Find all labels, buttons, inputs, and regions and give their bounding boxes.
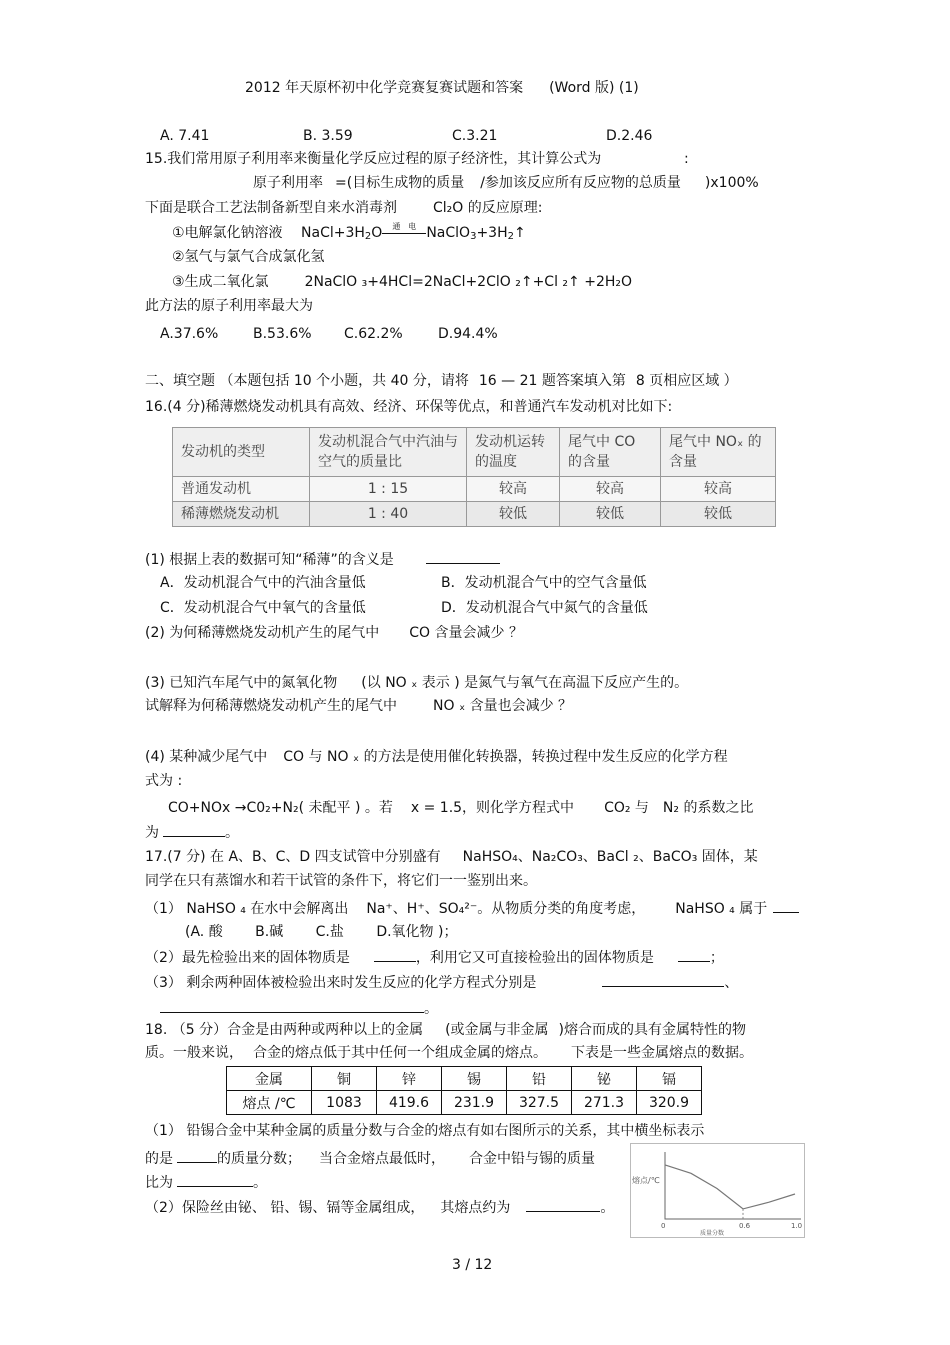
q18-stem: 18. （5 分）合金是由两种或两种以上的金属 (或金属与非金属 )熔合而成的具有金属特性的物 <box>145 1022 747 1038</box>
table-header: 金属 <box>227 1067 312 1091</box>
chart-frame <box>631 1144 805 1238</box>
q15-formula: 原子利用率 =(目标生成物的质量 /参加该反应所有反应物的总质量 )x100% <box>253 175 759 191</box>
q16-equation: CO+NOx →C0₂+N₂( 未配平 ) 。若 x = 1.5，则化学方程式中 CO₂ 与 N₂ 的系数之比 <box>168 800 754 816</box>
table-cell: 稀薄燃烧发动机 <box>173 502 310 527</box>
melting-point-chart <box>630 1143 805 1238</box>
x-tick-label: 0 <box>661 1222 666 1230</box>
table-header: 发动机的类型 <box>173 428 310 477</box>
q17-part1-options: (A. 酸 B.碱 C.盐 D.氧化物 )； <box>185 924 458 940</box>
x-tick-label: 0.6 <box>739 1222 751 1230</box>
q17-stem: 17.(7 分) 在 A、B、C、D 四支试管中分别盛有 NaHSO₄、Na₂CO₃、BaCl ₂、BaCO₃ 固体，某 <box>145 849 758 865</box>
table-row <box>227 1091 702 1115</box>
q17-part3: （3） 剩余两种固体被检验出来时发生反应的化学方程式分别是 、 <box>145 972 738 992</box>
q15-option-a: A.37.6% <box>160 326 219 342</box>
answer-blank[interactable] <box>177 1172 253 1187</box>
q18-part1-ratio: 比为 。 <box>145 1172 267 1192</box>
table-header: 锌 <box>377 1067 442 1091</box>
q18-part1-cont: 的是 的质量分数； 当合金熔点最低时， 合金中铅与锡的质量 <box>145 1148 595 1168</box>
table-header: 镉 <box>637 1067 702 1091</box>
melting-point-table <box>226 1066 702 1115</box>
table-cell: 熔点 /℃ <box>227 1091 312 1115</box>
table-header: 锡 <box>442 1067 507 1091</box>
q16-part4: (4) 某种减少尾气中 CO 与 NO ₓ 的方法是使用催化转换器，转换过程中发生反应的化学方程 <box>145 749 728 765</box>
answer-blank[interactable] <box>526 1197 600 1212</box>
q15-option-b: B.53.6% <box>253 326 312 342</box>
q18-part2: （2）保险丝由铋、 铅、锡、镉等金属组成， 其熔点约为 。 <box>145 1197 614 1217</box>
answer-blank[interactable] <box>374 947 416 962</box>
table-cell: 较低 <box>467 502 560 527</box>
q17-part1: （1） NaHSO ₄ 在水中会解离出 Na⁺、H⁺、SO₄²⁻。从物质分类的角度考虑， NaHSO ₄ 属于 <box>145 898 799 918</box>
table-cell: 327.5 <box>507 1091 572 1115</box>
table-cell: 普通发动机 <box>173 477 310 502</box>
table-cell: 较高 <box>661 477 776 502</box>
answer-blank[interactable] <box>163 822 225 837</box>
q16-option-c: C．发动机混合气中氧气的含量低 <box>160 600 366 616</box>
table-cell: 419.6 <box>377 1091 442 1115</box>
q15-colon: : <box>684 151 689 167</box>
table-row <box>227 1067 702 1091</box>
q16-part4-cont: 式为 : <box>145 773 183 789</box>
q17-stem-cont: 同学在只有蒸馏水和若干试管的条件下，将它们一一鉴别出来。 <box>145 873 537 889</box>
q16-stem: 16.(4 分)稀薄燃烧发动机具有高效、经济、环保等优点，和普通汽车发动机对比如下: <box>145 399 673 415</box>
q16-part2: (2) 为何稀薄燃烧发动机产生的尾气中 CO 含量会减少 ？ <box>145 625 523 641</box>
document-title: 2012 年天原杯初中化学竞赛复赛试题和答案 (Word 版) (1) <box>245 80 639 96</box>
answer-blank[interactable] <box>160 998 424 1013</box>
q16-option-a: A．发动机混合气中的汽油含量低 <box>160 575 366 591</box>
table-row <box>173 502 776 527</box>
q14-option-c: C.3.21 <box>452 128 498 144</box>
q15-stem: 15.我们常用原子利用率来衡量化学反应过程的原子经济性，其计算公式为 <box>145 151 602 167</box>
table-header: 发动机混合气中汽油与空气的质量比 <box>310 428 467 477</box>
x-axis-label: 质量分数 <box>700 1230 725 1237</box>
q15-step3: ③生成二氧化氯 2NaClO ₃+4HCl=2NaCl+2ClO ₂↑+Cl ₂↑ +2H₂O <box>172 274 633 290</box>
table-cell: 320.9 <box>637 1091 702 1115</box>
table-cell: 较低 <box>661 502 776 527</box>
y-axis-label: 熔点/℃ <box>632 1176 660 1185</box>
engine-comparison-table <box>172 427 776 527</box>
table-header: 发动机运转的温度 <box>467 428 560 477</box>
q16-part3: (3) 已知汽车尾气中的氮氧化物 (以 NO ₓ 表示 ) 是氮气与氧气在高温下反应产生的。 <box>145 675 689 691</box>
q17-part2: （2）最先检验出来的固体物质是 ，利用它又可直接检验出的固体物质是 ； <box>145 947 724 967</box>
table-cell: 1 : 15 <box>310 477 467 502</box>
page-number: 3 / 12 <box>452 1257 493 1273</box>
q18-stem-cont: 质。一般来说， 合金的熔点低于其中任何一个组成金属的熔点。 下表是一些金属熔点的数据。 <box>145 1045 753 1061</box>
q15-option-d: D.94.4% <box>438 326 498 342</box>
q14-option-d: D.2.46 <box>606 128 653 144</box>
q14-option-b: B. 3.59 <box>303 128 353 144</box>
q15-step2: ②氢气与氯气合成氯化氢 <box>172 249 325 265</box>
q15-step1: ①电解氯化钠溶液 $NaCl+3H_2O$ 通 电 $NaClO_3+3H_2↑$ <box>172 222 526 242</box>
q16-option-b: B．发动机混合气中的空气含量低 <box>441 575 647 591</box>
table-cell: 271.3 <box>572 1091 637 1115</box>
table-cell: 231.9 <box>442 1091 507 1115</box>
answer-blank[interactable] <box>177 1148 217 1163</box>
answer-blank[interactable] <box>602 972 724 987</box>
q15-question: 此方法的原子利用率最大为 <box>145 298 313 314</box>
section-heading: 二、填空题 （本题包括 10 个小题，共 40 分，请将 16 — 21 题答案填入第 8 页相应区域 ） <box>145 373 738 389</box>
q17-part3-cont: 。 <box>160 998 438 1018</box>
q15-intro: 下面是联合工艺法制备新型自来水消毒剂 Cl₂O 的反应原理: <box>145 200 543 216</box>
table-header: 铜 <box>312 1067 377 1091</box>
table-cell: 较低 <box>560 502 661 527</box>
table-cell: 较高 <box>560 477 661 502</box>
answer-blank[interactable] <box>773 898 799 913</box>
table-cell: 较高 <box>467 477 560 502</box>
q15-option-c: C.62.2% <box>344 326 403 342</box>
table-row <box>173 477 776 502</box>
table-cell: 1 : 40 <box>310 502 467 527</box>
table-header: 铋 <box>572 1067 637 1091</box>
q16-part3-question: 试解释为何稀薄燃烧发动机产生的尾气中 NO ₓ 含量也会减少 ？ <box>145 698 573 714</box>
x-tick-label: 1.0 <box>791 1222 803 1230</box>
q16-part1: (1) 根据上表的数据可知“稀薄”的含义是 <box>145 549 500 569</box>
table-header: 尾气中 CO 的含量 <box>560 428 661 477</box>
table-header: 尾气中 NOₓ 的含量 <box>661 428 776 477</box>
table-cell: 1083 <box>312 1091 377 1115</box>
answer-blank[interactable] <box>426 549 500 564</box>
q16-ratio-line: 为 。 <box>145 822 239 842</box>
q14-option-a: A. 7.41 <box>160 128 210 144</box>
q16-option-d: D．发动机混合气中氮气的含量低 <box>441 600 648 616</box>
q18-part1: （1） 铅锡合金中某种金属的质量分数与合金的熔点有如右图所示的关系，其中横坐标表示 <box>145 1123 705 1139</box>
answer-blank[interactable] <box>678 947 710 962</box>
table-header: 铅 <box>507 1067 572 1091</box>
